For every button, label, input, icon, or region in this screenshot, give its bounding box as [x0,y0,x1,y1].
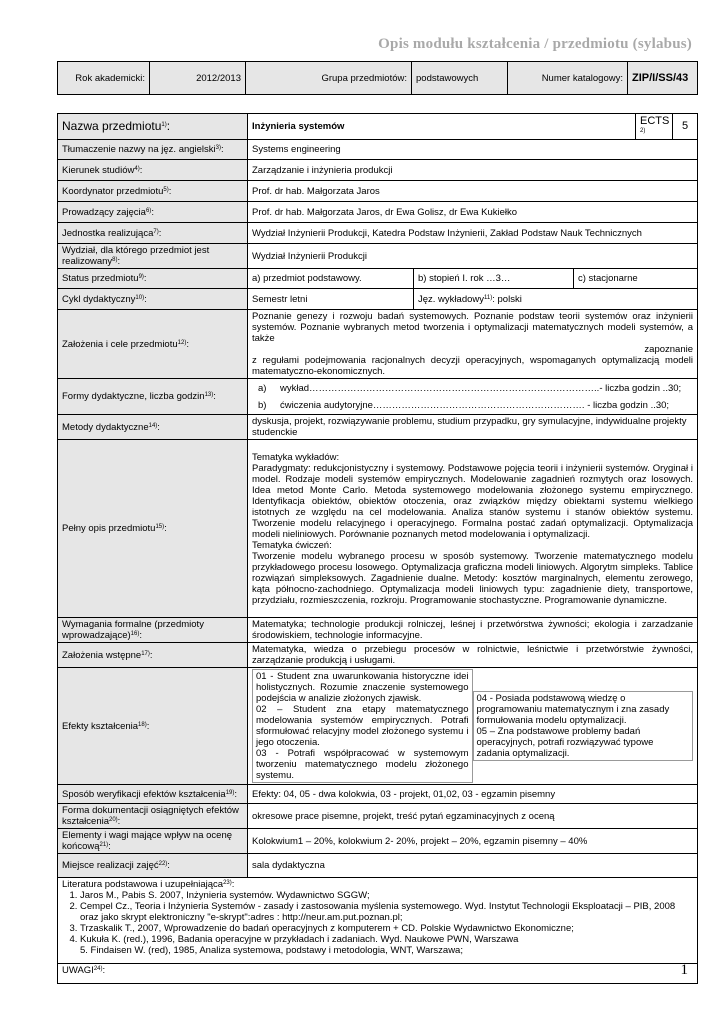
faculty-label: Wydział, dla którego przedmiot jest realizowany$^{8)}$: [58,244,248,269]
syllabus-table [57,113,698,984]
prerequisites-value: Matematyka, wiedza o przebiegu procesów w rolnictwie, leśnictwie i przetwórstwie żywności, zarządzanie produkcją i usługami. [248,643,698,668]
instructors-value: Prof. dr hab. Małgorzata Jaros, dr Ewa Golisz, dr Ewa Kukiełko [248,202,698,223]
header-table [57,61,698,95]
translation-value: Systems engineering [248,140,698,160]
location-label: Miejsce realizacji zajęć$^{22)}$: [58,854,248,878]
unit-value: Wydział Inżynierii Produkcji, Katedra Podstaw Inżynierii, Zakład Podstaw Nauk Technicznych [248,223,698,244]
requirements-value: Matematyka; technologie produkcji rolniczej, leśnej i przetwórstwa żywności; ekologia i zarzadzanie środowiskiem, technologie informacyjne. [248,618,698,643]
coordinator-value: Prof. dr hab. Małgorzata Jaros [248,181,698,202]
literature-list [62,890,693,956]
literature-item: 1. Jaros M., Pabis S. 2007, Inżynieria systemów. Wydawnictwo SGGW; [80,890,693,901]
prerequisites-label: Założenia wstępne$^{17)}$: [58,643,248,668]
literature-item: 2. Cempel Cz., Teoria i Inżynieria Systemów - zasady i zastosowania myślenia systemowego. Wyd. Instytut Technologii Eksploatacji – PIB, 2008 oraz jako skrypt elektroniczny "e-skrypt":adres : http://neur.am.put.poznan.pl; [80,901,693,923]
status-label: Status przedmiotu$^{9)}$: [58,269,248,289]
cycle-value: Semestr letni [248,289,414,310]
literature-item: 3. Trzaskalik T., 2007, Wprowadzenie do badań operacyjnych z komputerem + CD. Polskie Wydawnictwo Ekonomiczne; [80,923,693,934]
forms-value: a) wykład………………………………………………………………………………..- liczba godzin ..30; b) ćwiczenia audytoryjne…………………………………………………………. - liczba godzin ..30; [248,379,698,415]
field-of-study-label: Kierunek studiów$^{4)}$: [58,160,248,181]
subject-group-label: Grupa przedmiotów: [246,62,412,95]
literature-label: Literatura podstawowa i uzupełniająca$^{23)}$: [62,879,235,890]
location-value: sala dydaktyczna [248,854,698,878]
documentation-label: Forma dokumentacji osiągniętych efektów kształcenia$^{20)}$: [58,804,248,829]
academic-year-value: 2012/2013 [150,62,246,95]
methods-label: Metody dydaktyczne$^{14)}$: [58,415,248,440]
subject-group-value: podstawowych [412,62,508,95]
academic-year-label: Rok akademicki: [58,62,150,95]
goals-label: Założenia i cele przedmiotu$^{12)}$: [58,310,248,379]
description-label: Pełny opis przedmiotu$^{15)}$: [58,440,248,618]
literature-item: 5. Findaisen W. (red), 1985, Analiza systemowa, podstawy i metodologia, WNT, Warszawa; [80,945,463,956]
verification-label: Sposób weryfikacji efektów kształcenia$^{19)}$: [58,785,248,804]
goals-value: Poznanie genezy i rozwoju badań systemowych. Poznanie podstaw teorii systemów oraz inżynierii systemów. Poznanie wybranych metod tworzenia i optymalizacji matematycznych modeli systemów, a także zapoznanie z regułami podejmowania racjonalnych decyzji operacyjnych, wspomaganych optymalizacją modeli matematyczno-ekonomicznych. [248,310,698,379]
instructors-label: Prowadzący zajęcia$^{6)}$: [58,202,248,223]
literature-item: 4. Kukuła K. (red.), 1996, Badania operacyjne w przykładach i zadaniach. Wyd. Naukowe PWN, Warszawa [80,934,693,945]
ects-value: 5 [673,114,698,140]
methods-value: dyskusja, projekt, rozwiązywanie problemu, studium przypadku, gry symulacyjne, indywidualne projekty studenckie [248,415,698,440]
forms-label: Formy dydaktyczne, liczba godzin$^{13)}$: [58,379,248,415]
subject-name-label: Nazwa przedmiotu$^{1)}$: [58,114,248,140]
requirements-label: Wymagania formalne (przedmioty wprowadzające)$^{16)}$: [58,618,248,643]
ects-label: ECTS $^{2)}$ [636,114,673,140]
status-b: b) stopień I. rok …3… [414,269,574,289]
outcomes-left-box: 01 - Student zna uwarunkowania historyczne idei holistycznych. Rozumie znaczenie systemowego podejścia w analizie złożonych zjawisk. 02 – Student zna etapy matematycznego modelowania systemów empirycznych. Potrafi sformułować relacyjny model złożonego systemu i jego otoczenia. 03 - Potrafi współpracować w systemowym tworzeniu matematycznego modelu złożonego systemu. [252,669,473,783]
outcomes-right-box: 04 - Posiada podstawową wiedzę o programowaniu matematycznym i zna zasady formułowania modelu optymalizacji. 05 – Zna podstawowe problemy badań operacyjnych, potrafi rozwiązywać typowe zadania optymalizacji. [473,691,694,761]
description-value: Tematyka wykładów: Paradygmaty: redukcjonistyczny i systemowy. Podstawowe pojęcia teorii i inżynierii systemów. Oryginał i model. Rodzaje modeli systemów empirycznych. Modelowanie zagadnień rozmytych oraz losowych. Idea metod Monte Carlo. Metoda systemowego modelowania złożonego systemu empirycznego. Identyfikacja obiektów, obiektów otoczenia, oraz związków między obiektami systemu wielkiego istotnych ze względu na cel modelowania. Analiza stanów systemu i stanów obiektów systemu. Tworzenie modelu relacyjnego i operacyjnego. Formalna postać zadań optymalizacji. Optymalizacja modeli nieliniowych. Porównanie poznanych metod modelowania i optymalizacji. Tematyka ćwiczeń: Tworzenie modelu wybranego procesu w sposób systemowy. Tworzenie matematycznego modelu przykładowego procesu losowego. Optymalizacja graficzna modeli liniowych. Algorytm simpleks. Tablice rozwiązań simpleksowych. Zagadnienie dualne. Metody: kosztów marginalnych, elementu zerowego, kąta północno-zachodniego. Optymalizacja modeli liniowych typu: zagadnienie diety, transportowe, przydziału, rozmieszczenia, rozkroju. Programowanie stochastyczne. Programowanie dynamiczne. [248,440,698,618]
status-c: c) stacjonarne [574,269,698,289]
status-a: a) przedmiot podstawowy. [248,269,414,289]
page-number: 1 [680,962,688,978]
outcomes-label: Efekty kształcenia$^{18)}$: [58,668,248,785]
documentation-value: okresowe prace pisemne, projekt, treść pytań egzaminacyjnych z oceną [248,804,698,829]
cycle-label: Cykl dydaktyczny$^{10)}$: [58,289,248,310]
faculty-value: Wydział Inżynierii Produkcji [248,244,698,269]
catalog-number-label: Numer katalogowy: [508,62,628,95]
verification-value: Efekty: 04, 05 - dwa kolokwia, 03 - projekt, 01,02, 03 - egzamin pisemny [248,785,698,804]
translation-label: Tłumaczenie nazwy na jęz. angielski$^{3)}$: [58,140,248,160]
document-title: Opis modułu kształcenia / przedmiotu (sylabus) [378,36,692,52]
literature-section [58,878,698,964]
outcomes-value [248,668,698,785]
language-value: Jęz. wykładowy$^{11)}$: polski [414,289,698,310]
remarks-label: UWAGI$^{24)}$: [58,964,698,984]
unit-label: Jednostka realizująca$^{7)}$: [58,223,248,244]
grading-value: Kolokwium1 – 20%, kolokwium 2- 20%, projekt – 20%, egzamin pisemny – 40% [248,829,698,854]
subject-name-value: Inżynieria systemów [248,114,636,140]
field-of-study-value: Zarządzanie i inżynieria produkcji [248,160,698,181]
grading-label: Elementy i wagi mające wpływ na ocenę końcową$^{21)}$: [58,829,248,854]
catalog-number-value: ZIP/I/SS/43 [628,62,698,95]
coordinator-label: Koordynator przedmiotu$^{5)}$: [58,181,248,202]
